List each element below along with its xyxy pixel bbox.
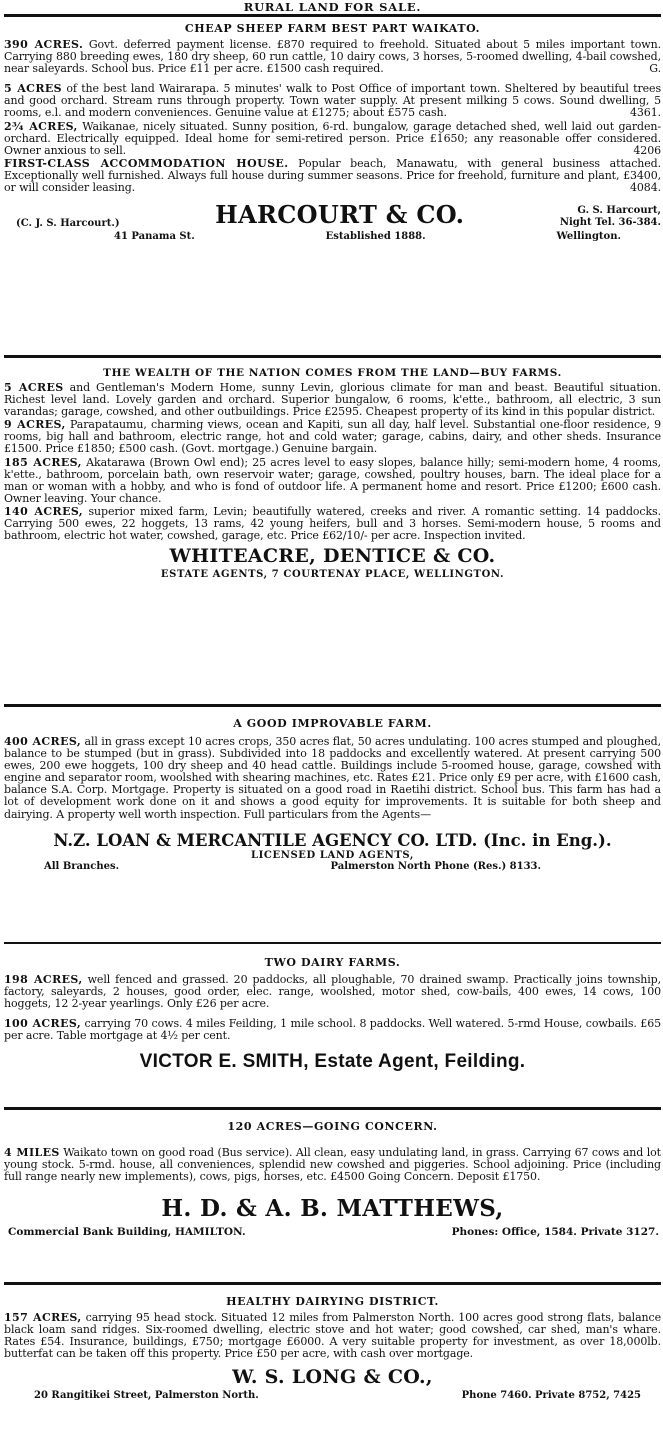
firm-line (4, 200, 661, 229)
listing: 157 ACRES, carrying 95 head stock. Situated 12 miles from Palmerston North. 100 acres good strong flats, balance black loam sand ridges. Six-roomed dwelling, electric stove and hot water; good cowshed, car shed, man's whare. Rates £54. Insurance, buildings, £750; mortgage £6000. A very suitable property for investment, as over 18,000lb. butterfat can be taken off this property. Price £50 per acre, with cash over mortgage. (4, 1311, 661, 1361)
firm-contact: 20 Rangitikei Street, Palmerston North. Phone 7460. Private 8752, 7425 (34, 1390, 641, 1402)
listing: 198 ACRES, well fenced and grassed. 20 paddocks, all ploughable, 70 drained swamp. Practically joins township, factory, saleyards, 2 houses, good order, elec. range, woolshed, motor shed, cow-bails, 400 ewes, 14 cows, 100 hoggets, 12 2-year yearlings. Only £26 per acre. (4, 973, 661, 1011)
ad-body (4, 39, 661, 194)
ad-body (4, 1312, 661, 1360)
firm-name: N.Z. LOAN & MERCANTILE AGENCY CO. LTD. (Inc. in Eng.). (53, 830, 612, 850)
classified-page (4, 0, 661, 1445)
firm-contact: All Branches. Palmerston North Phone (Res.) 8133. (44, 860, 541, 872)
listing: 400 ACRES, all in grass except 10 acres crops, 350 acres flat, 50 acres undulating. 100 acres stumped and ploughed, balance to be stumped (but in grass). Subdivided into 18 paddocks and excellently watered. At present carrying 500 ewes, 200 ewe hoggets, 100 dry sheep and 40 head cattle. Buildings include 5-roomed house, garage, cowshed with engine and separator room, woolshed with shearing machines, etc. Rates £21. Price only £9 per acre, with £1600 cash, balance S.A. Corp. Mortgage. Property is situated on a good road in Raetihi district. School bus. This farm has had a lot of development work done on it and shows a good equity for improvements. It is suitable for both sheep and dairying. A property well worth inspection. Full particulars from the Agents— (4, 735, 661, 821)
firm-name: HARCOURT & CO. (215, 200, 465, 230)
firm-partner: (C. J. S. Harcourt.) (16, 218, 120, 230)
listing: 5 ACRES of the best land Wairarapa. 5 minutes' walk to Post Office of important town. Sheltered by beautiful trees and good orchard. Stream runs through property. Town water supply. At present milking 5 cows. Sound dwelling, 5 rooms, e.l. and modern conveniences. Genuine value at £1275; about £575 cash. 4361. (4, 82, 661, 120)
firm-name: H. D. & A. B. MATTHEWS, (161, 1195, 504, 1223)
ad-body (4, 974, 661, 1042)
listing: 4 MILES Waikato town on good road (Bus service). All clean, easy undulating land, in grass. Carrying 67 cows and lot young stock. 5-rmd. house, all conveniences, splendid new cowshed and piggeries. School adjoining. Price (including full range nearly new implements), cows, pigs, horses, etc. £4500 Going Concern. Deposit £1750. (4, 1146, 661, 1184)
ad-body (4, 736, 661, 821)
firm-contact: Commercial Bank Building, HAMILTON. Phones: Office, 1584. Private 3127. (8, 1226, 659, 1239)
firm-name: W. S. LONG & CO., (232, 1366, 433, 1389)
listing: 100 ACRES, carrying 70 cows. 4 miles Feilding, 1 mile school. 8 paddocks. Well watered. 5-rmd House, cowbails. £65 per acre. Table mortgage at 4½ per cent. (4, 1017, 661, 1043)
firm-name: WHITEACRE, DENTICE & CO. (169, 545, 496, 568)
firm-licensed: LICENSED LAND AGENTS, (251, 849, 414, 861)
ad-victor-smith (4, 944, 661, 1107)
ad-heading: CHEAP SHEEP FARM BEST PART WAIKATO. (184, 22, 481, 35)
ad-nz-loan (4, 707, 661, 942)
ad-heading: A GOOD IMPROVABLE FARM. (233, 717, 432, 730)
listing: FIRST-CLASS ACCOMMODATION HOUSE. Popular beach, Manawatu, with general business attached. Exceptionally well furnished. Always full house during summer seasons. Price for freehold, furniture and plant, £3400, or will consider leasing. 4084. (4, 156, 661, 195)
firm-address: ESTATE AGENTS, 7 COURTENAY PLACE, WELLINGTON. (160, 569, 505, 581)
listing: 9 ACRES, Parapataumu, charming views, ocean and Kapiti, sun all day, half level. Substantial one-floor residence, 9 rooms, big hall and bathroom, electric range, hot and cold water; garage, cabins, dairy, and other sheds. Insurance £1500. Price £1850; £500 cash. (Govt. mortgage.) Genuine bargain. (4, 418, 661, 456)
ad-matthews (4, 1110, 661, 1282)
ad-heading: TWO DAIRY FARMS. (264, 956, 401, 969)
ad-heading: HEALTHY DAIRYING DISTRICT. (226, 1295, 439, 1308)
firm-name: VICTOR E. SMITH, Estate Agent, Feilding. (139, 1051, 526, 1073)
ad-harcourt (4, 17, 661, 355)
ad-body (4, 1147, 661, 1183)
listing: 2¾ ACRES, Waikanae, nicely situated. Sunny position, 6-rd. bungalow, garage detached shed, well laid out garden-orchard. Electrically equipped. Ideal home for semi-retired person. Price £1650; any reasonable offer considered. Owner anxious to sell. 4206 (4, 119, 661, 157)
firm-contact: G. S. Harcourt, Night Tel. 36-384. (559, 205, 661, 229)
ad-whiteacre (4, 358, 661, 704)
page-title: RURAL LAND FOR SALE. (243, 0, 422, 14)
ad-ws-long (4, 1285, 661, 1445)
listing: 5 ACRES and Gentleman's Modern Home, sunny Levin, glorious climate for man and beast. Beautiful situation. Richest level land. Lovely garden and orchard. Superior bungalow, 6 rooms, k'ette., bathroom, all electric, 3 sun varandas; garage, cowshed, and other outbuildings. Price £2595. Cheapest property of its kind in this popular district. (4, 381, 661, 419)
listing: 185 ACRES, Akatarawa (Brown Owl end); 25 acres level to easy slopes, balance hilly; semi-modern home, 4 rooms, k'ette., bathroom, porcelain bath, own reservoir water; garage, cowshed, poultry houses, barn. The ideal place for a man or woman with a hobby, and who is fond of outdoor life. A permanent home and resort. Price £1200; £600 cash. Owner leaving. Your chance. (4, 455, 661, 505)
ad-heading: THE WEALTH OF THE NATION COMES FROM THE LAND—BUY FARMS. (103, 367, 562, 379)
listing: 140 ACRES, superior mixed farm, Levin; beautifully watered, creeks and river. A romantic setting. 14 paddocks. Carrying 500 ewes, 22 hoggets, 13 rams, 42 young heifers, bull and 3 horses. Semi-modern house, 5 rooms and bathroom, electric hot water, cowshed, garage, etc. Price £62/10/- per acre. Inspection invited. (4, 504, 661, 543)
listing: 390 ACRES. Govt. deferred payment license. £870 required to freehold. Situated about 5 miles important town. Carrying 880 breeding ewes, 180 dry sheep, 60 run cattle, 10 dairy cows, 3 horses, 5-roomed dwelling, 4-bail cowshed, near saleyards. School bus. Price £11 per acre. £1500 cash required. G. (4, 38, 661, 76)
ad-body (4, 382, 661, 542)
ad-heading: 120 ACRES—GOING CONCERN. (227, 1120, 438, 1133)
firm-address: 41 Panama St. Established 1888. Wellington. (114, 231, 621, 243)
